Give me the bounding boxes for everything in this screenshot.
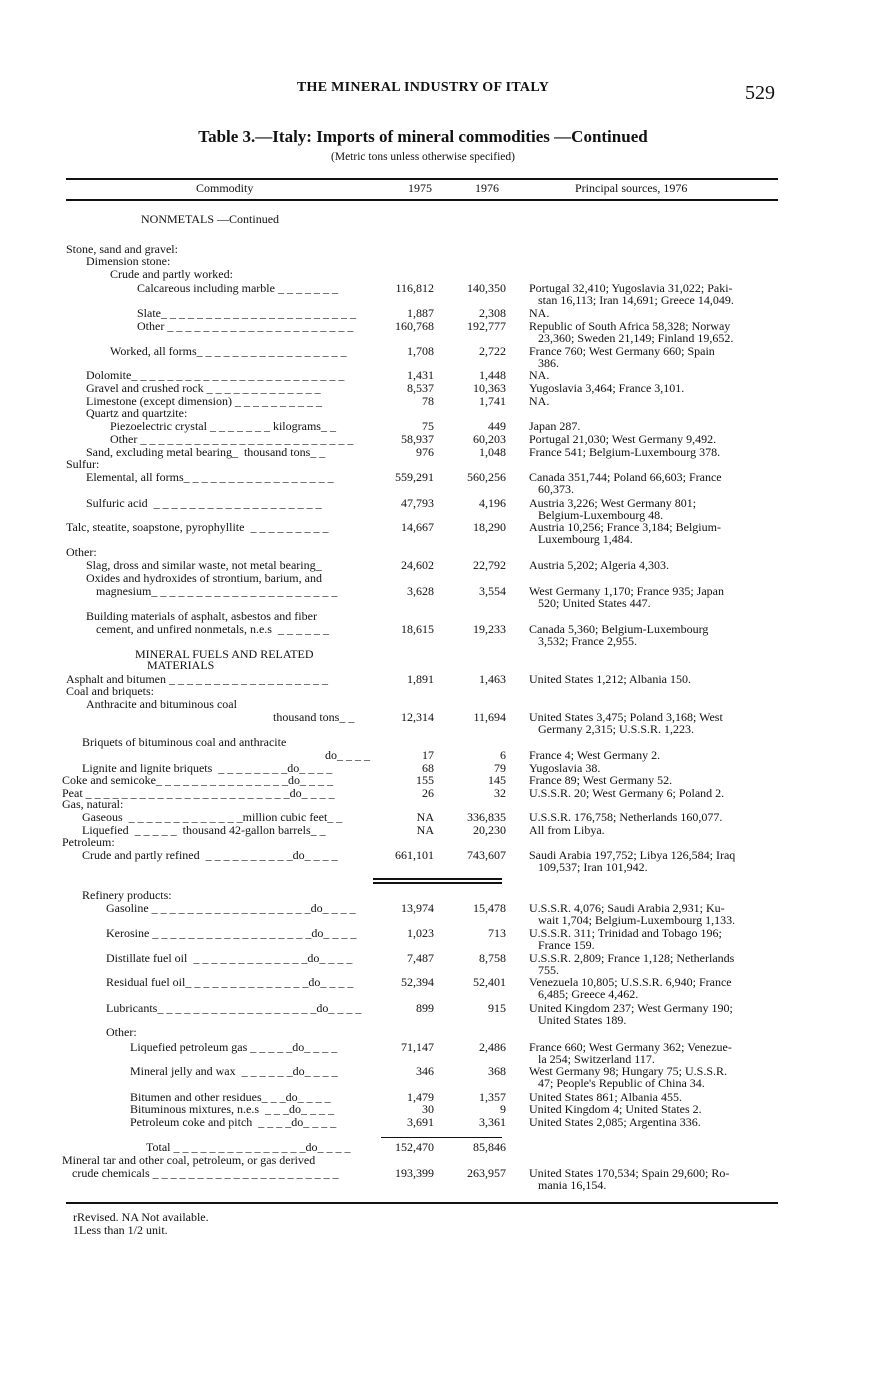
value-1976: 2,486 [479,1040,506,1054]
commodity-label: Lubricants_ _ _ _ _ _ _ _ _ _ _ _ _ _ _ _ _ _do_ _ _ _ [106,1001,362,1015]
principal-sources: France 89; West Germany 52. [529,773,673,787]
principal-sources: Portugal 32,410; Yugoslavia 31,022; Paki- stan 16,113; Iran 14,691; Greece 14,049. [529,281,734,307]
running-head: THE MINERAL INDUSTRY OF ITALY [296,80,550,95]
principal-sources: France 541; Belgium-Luxembourg 378. [529,445,721,459]
principal-sources: United States 1,212; Albania 150. [529,672,691,686]
commodity-label: Petroleum: [62,835,115,849]
principal-sources: U.S.S.R. 20; West Germany 6; Poland 2. [529,786,725,800]
commodity-label: Crude and partly refined _ _ _ _ _ _ _ _ _ _do_ _ _ _ [82,848,338,862]
value-1975: 26 [422,786,434,800]
value-1976: 6 [500,748,506,762]
value-1976: 1,448 [479,368,506,382]
column-header-1976: 1976 [475,181,499,195]
column-header-commodity: Commodity [196,181,254,195]
commodity-label: Sulfuric acid _ _ _ _ _ _ _ _ _ _ _ _ _ _ _ _ _ _ _ [86,496,322,510]
principal-sources: Canada 5,360; Belgium-Luxembourg 3,532; France 2,955. [529,622,709,648]
commodity-label: magnesium_ _ _ _ _ _ _ _ _ _ _ _ _ _ _ _ _ _ _ _ _ [96,584,338,598]
commodity-label: Slag, dross and similar waste, not metal bearing_ [86,558,322,572]
commodity-label: Slate_ _ _ _ _ _ _ _ _ _ _ _ _ _ _ _ _ _ _ _ _ _ [137,306,356,320]
value-1976: 3,361 [479,1115,506,1129]
value-1975: 1,023 [407,926,434,940]
value-1975: 976 [416,445,434,459]
subtotal-double-rule-bottom [373,882,502,884]
principal-sources: NA. [529,306,550,320]
commodity-label: thousand tons_ _ [273,710,355,724]
commodity-label: Liquefied _ _ _ _ _ thousand 42-gallon barrels_ _ [82,823,326,837]
value-1976: 22,792 [473,558,506,572]
value-1976: 15,478 [473,901,506,915]
value-1976: 52,401 [473,975,506,989]
principal-sources: U.S.S.R. 311; Trinidad and Tobago 196; France 159. [529,926,722,952]
commodity-label: Liquefied petroleum gas _ _ _ _ _do_ _ _ _ [130,1040,338,1054]
commodity-label: Peat _ _ _ _ _ _ _ _ _ _ _ _ _ _ _ _ _ _ _ _ _ _ _do_ _ _ _ [62,786,335,800]
principal-sources: NA. [529,368,550,382]
principal-sources: Austria 10,256; France 3,184; Belgium- Luxembourg 1,484. [529,520,721,546]
commodity-label: Refinery products: [82,888,172,902]
principal-sources: France 660; West Germany 362; Venezue- la 254; Switzerland 117. [529,1040,732,1066]
commodity-label: Crude and partly worked: [110,267,233,281]
value-1976: 145 [488,773,506,787]
total-rule [381,1137,502,1138]
value-1975: 12,314 [401,710,434,724]
principal-sources: Austria 3,226; West Germany 801; Belgium-Luxembourg 48. [529,496,697,522]
commodity-label: Limestone (except dimension) _ _ _ _ _ _ _ _ _ _ [86,394,322,408]
commodity-label: do_ _ _ _ [325,748,370,762]
commodity-label: Talc, steatite, soapstone, pyrophyllite _ _ _ _ _ _ _ _ _ [66,520,329,534]
principal-sources: United Kingdom 237; West Germany 190; United States 189. [529,1001,733,1027]
commodity-label: Total _ _ _ _ _ _ _ _ _ _ _ _ _ _ _do_ _ _ _ [146,1140,351,1154]
commodity-label: Elemental, all forms_ _ _ _ _ _ _ _ _ _ _ _ _ _ _ _ _ [86,470,334,484]
value-1975: 71,147 [401,1040,434,1054]
value-1975: 78 [422,394,434,408]
value-1976: 449 [488,419,506,433]
commodity-label: Gaseous _ _ _ _ _ _ _ _ _ _ _ _ _million cubic feet_ _ [82,810,343,824]
commodity-label: Other: [106,1025,137,1039]
value-1975: 1,431 [407,368,434,382]
commodity-label: Piezoelectric crystal _ _ _ _ _ _ _ kilograms_ _ [110,419,336,433]
commodity-label: Dimension stone: [86,254,171,268]
value-1975: 58,937 [401,432,434,446]
principal-sources: U.S.S.R. 4,076; Saudi Arabia 2,931; Ku- wait 1,704; Belgium-Luxembourg 1,133. [529,901,736,927]
principal-sources: Saudi Arabia 197,752; Libya 126,584; Iraq 109,537; Iran 101,942. [529,848,736,874]
commodity-label: Asphalt and bitumen _ _ _ _ _ _ _ _ _ _ _ _ _ _ _ _ _ _ [66,672,328,686]
commodity-label: Bituminous mixtures, n.e.s _ _ _do_ _ _ _ [130,1102,334,1116]
value-1975: 18,615 [401,622,434,636]
value-1975: 68 [422,761,434,775]
page-number: 529 [745,82,775,104]
principal-sources: West Germany 98; Hungary 75; U.S.S.R. 47; People's Republic of China 34. [529,1064,728,1090]
value-1976: 11,694 [473,710,506,724]
principal-sources: Austria 5,202; Algeria 4,303. [529,558,669,572]
principal-sources: U.S.S.R. 176,758; Netherlands 160,077. [529,810,723,824]
principal-sources: Portugal 21,030; West Germany 9,492. [529,432,717,446]
principal-sources: Venezuela 10,805; U.S.S.R. 6,940; France 6,485; Greece 4,462. [529,975,732,1001]
commodity-label: Other _ _ _ _ _ _ _ _ _ _ _ _ _ _ _ _ _ _ _ _ _ [137,319,354,333]
value-1976: 1,741 [479,394,506,408]
commodity-label: Building materials of asphalt, asbestos and fiber [86,609,317,623]
commodity-label: Coke and semicoke_ _ _ _ _ _ _ _ _ _ _ _ _ _ _do_ _ _ _ [62,773,333,787]
value-1975: 899 [416,1001,434,1015]
value-1976: 1,357 [479,1090,506,1104]
commodity-label: Briquets of bituminous coal and anthracite [82,735,287,749]
value-1976: 32 [494,786,506,800]
value-1975: NA [416,810,434,824]
header-top-rule [66,178,778,180]
commodity-label: Dolomite_ _ _ _ _ _ _ _ _ _ _ _ _ _ _ _ _ _ _ _ _ _ _ _ [86,368,345,382]
commodity-label: Sulfur: [66,457,100,471]
commodity-label: Coal and briquets: [66,684,154,698]
table-bottom-rule [66,1202,778,1204]
column-header-1975: 1975 [408,181,432,195]
value-1976: 743,607 [467,848,506,862]
value-1976: 85,846 [473,1140,506,1154]
principal-sources: West Germany 1,170; France 935; Japan 520; United States 447. [529,584,724,610]
principal-sources: Republic of South Africa 58,328; Norway 23,360; Sweden 21,149; Finland 19,652. [529,319,734,345]
principal-sources: Canada 351,744; Poland 66,603; France 60,373. [529,470,722,496]
value-1976: 336,835 [467,810,506,824]
value-1975: 8,537 [407,381,434,395]
value-1976: 4,196 [479,496,506,510]
commodity-label: Quartz and quartzite: [86,406,188,420]
column-header-sources: Principal sources, 1976 [575,181,688,195]
value-1975: 47,793 [401,496,434,510]
commodity-label: Bitumen and other residues_ _ _do_ _ _ _ [130,1090,331,1104]
value-1975: 3,628 [407,584,434,598]
commodity-label: cement, and unfired nonmetals, n.e.s _ _ _ _ _ _ [96,622,329,636]
principal-sources: United States 170,534; Spain 29,600; Ro- mania 16,154. [529,1166,730,1192]
commodity-label: Gasoline _ _ _ _ _ _ _ _ _ _ _ _ _ _ _ _ _ _do_ _ _ _ [106,901,356,915]
value-1975: 75 [422,419,434,433]
commodity-label: Gas, natural: [62,797,124,811]
value-1976: 915 [488,1001,506,1015]
commodity-label: Anthracite and bituminous coal [86,697,237,711]
commodity-label: Mineral jelly and wax _ _ _ _ _ _do_ _ _ _ [130,1064,338,1078]
value-1975: 1,891 [407,672,434,686]
value-1976: 713 [488,926,506,940]
principal-sources: United States 3,475; Poland 3,168; West Germany 2,315; U.S.S.R. 1,223. [529,710,723,736]
value-1975: 1,708 [407,344,434,358]
value-1976: 560,256 [467,470,506,484]
value-1976: 18,290 [473,520,506,534]
commodity-label: MINERAL FUELS AND RELATED [135,647,314,661]
principal-sources: Yugoslavia 38. [529,761,601,775]
value-1975: 160,768 [395,319,434,333]
commodity-label: Stone, sand and gravel: [66,242,178,256]
commodity-label: Mineral tar and other coal, petroleum, or gas derived [62,1153,316,1167]
value-1976: 368 [488,1064,506,1078]
commodity-label: Worked, all forms_ _ _ _ _ _ _ _ _ _ _ _ _ _ _ _ _ [110,344,347,358]
principal-sources: Yugoslavia 3,464; France 3,101. [529,381,685,395]
value-1975: 24,602 [401,558,434,572]
principal-sources: France 760; West Germany 660; Spain 386. [529,344,715,370]
value-1976: 2,722 [479,344,506,358]
principal-sources: NA. [529,394,550,408]
principal-sources: United Kingdom 4; United States 2. [529,1102,702,1116]
principal-sources: United States 2,085; Argentina 336. [529,1115,701,1129]
commodity-label: Kerosine _ _ _ _ _ _ _ _ _ _ _ _ _ _ _ _ _ _do_ _ _ _ [106,926,357,940]
commodity-label: MATERIALS [147,658,215,672]
value-1975: 1,887 [407,306,434,320]
subtotal-double-rule-top [373,878,502,880]
commodity-label: crude chemicals _ _ _ _ _ _ _ _ _ _ _ _ _ _ _ _ _ _ _ _ _ [72,1166,339,1180]
commodity-label: Residual fuel oil_ _ _ _ _ _ _ _ _ _ _ _ _ _do_ _ _ _ [106,975,354,989]
value-1976: 79 [494,761,506,775]
value-1976: 10,363 [473,381,506,395]
value-1975: 52,394 [401,975,434,989]
principal-sources: All from Libya. [529,823,605,837]
commodity-label: Other: [66,545,97,559]
commodity-label: Gravel and crushed rock _ _ _ _ _ _ _ _ _ _ _ _ _ [86,381,321,395]
commodity-label: Sand, excluding metal bearing_ thousand tons_ _ [86,445,326,459]
value-1975: 116,812 [395,281,434,295]
footnote-revised: rRevised. NA Not available. [73,1210,209,1224]
value-1976: 2,308 [479,306,506,320]
value-1975: NA [416,823,434,837]
footnote-less-than: 1Less than 1/2 unit. [73,1223,168,1237]
value-1975: 14,667 [401,520,434,534]
header-bottom-rule [66,199,778,201]
value-1976: 60,203 [473,432,506,446]
value-1975: 193,399 [395,1166,434,1180]
value-1976: 20,230 [473,823,506,837]
value-1975: 17 [422,748,434,762]
value-1976: 8,758 [479,951,506,965]
value-1975: 559,291 [395,470,434,484]
commodity-label: Oxides and hydroxides of strontium, barium, and [86,571,322,585]
principal-sources: U.S.S.R. 2,809; France 1,128; Netherlands 755. [529,951,735,977]
value-1975: 661,101 [395,848,434,862]
commodity-label: Other _ _ _ _ _ _ _ _ _ _ _ _ _ _ _ _ _ _ _ _ _ _ _ _ [110,432,354,446]
table-subtitle: (Metric tons unless otherwise specified) [331,151,515,163]
value-1976: 9 [500,1102,506,1116]
commodity-label: Calcareous including marble _ _ _ _ _ _ _ [137,281,338,295]
value-1976: 3,554 [479,584,506,598]
value-1975: 13,974 [401,901,434,915]
section-heading-nonmetals: NONMETALS —Continued [141,212,280,226]
commodity-label: Petroleum coke and pitch _ _ _ _do_ _ _ _ [130,1115,337,1129]
value-1976: 192,777 [467,319,506,333]
value-1975: 30 [422,1102,434,1116]
principal-sources: France 4; West Germany 2. [529,748,661,762]
value-1975: 152,470 [395,1140,434,1154]
value-1975: 155 [416,773,434,787]
value-1975: 7,487 [407,951,434,965]
principal-sources: Japan 287. [529,419,581,433]
value-1976: 1,463 [479,672,506,686]
commodity-label: Lignite and lignite briquets _ _ _ _ _ _ _ _do_ _ _ _ [82,761,333,775]
commodity-label: Distillate fuel oil _ _ _ _ _ _ _ _ _ _ _ _ _do_ _ _ _ [106,951,353,965]
value-1976: 140,350 [467,281,506,295]
value-1976: 263,957 [467,1166,506,1180]
value-1975: 3,691 [407,1115,434,1129]
value-1976: 1,048 [479,445,506,459]
value-1975: 346 [416,1064,434,1078]
table-title: Table 3.—Italy: Imports of mineral commodities —Continued [198,127,648,146]
value-1976: 19,233 [473,622,506,636]
value-1975: 1,479 [407,1090,434,1104]
principal-sources: United States 861; Albania 455. [529,1090,682,1104]
